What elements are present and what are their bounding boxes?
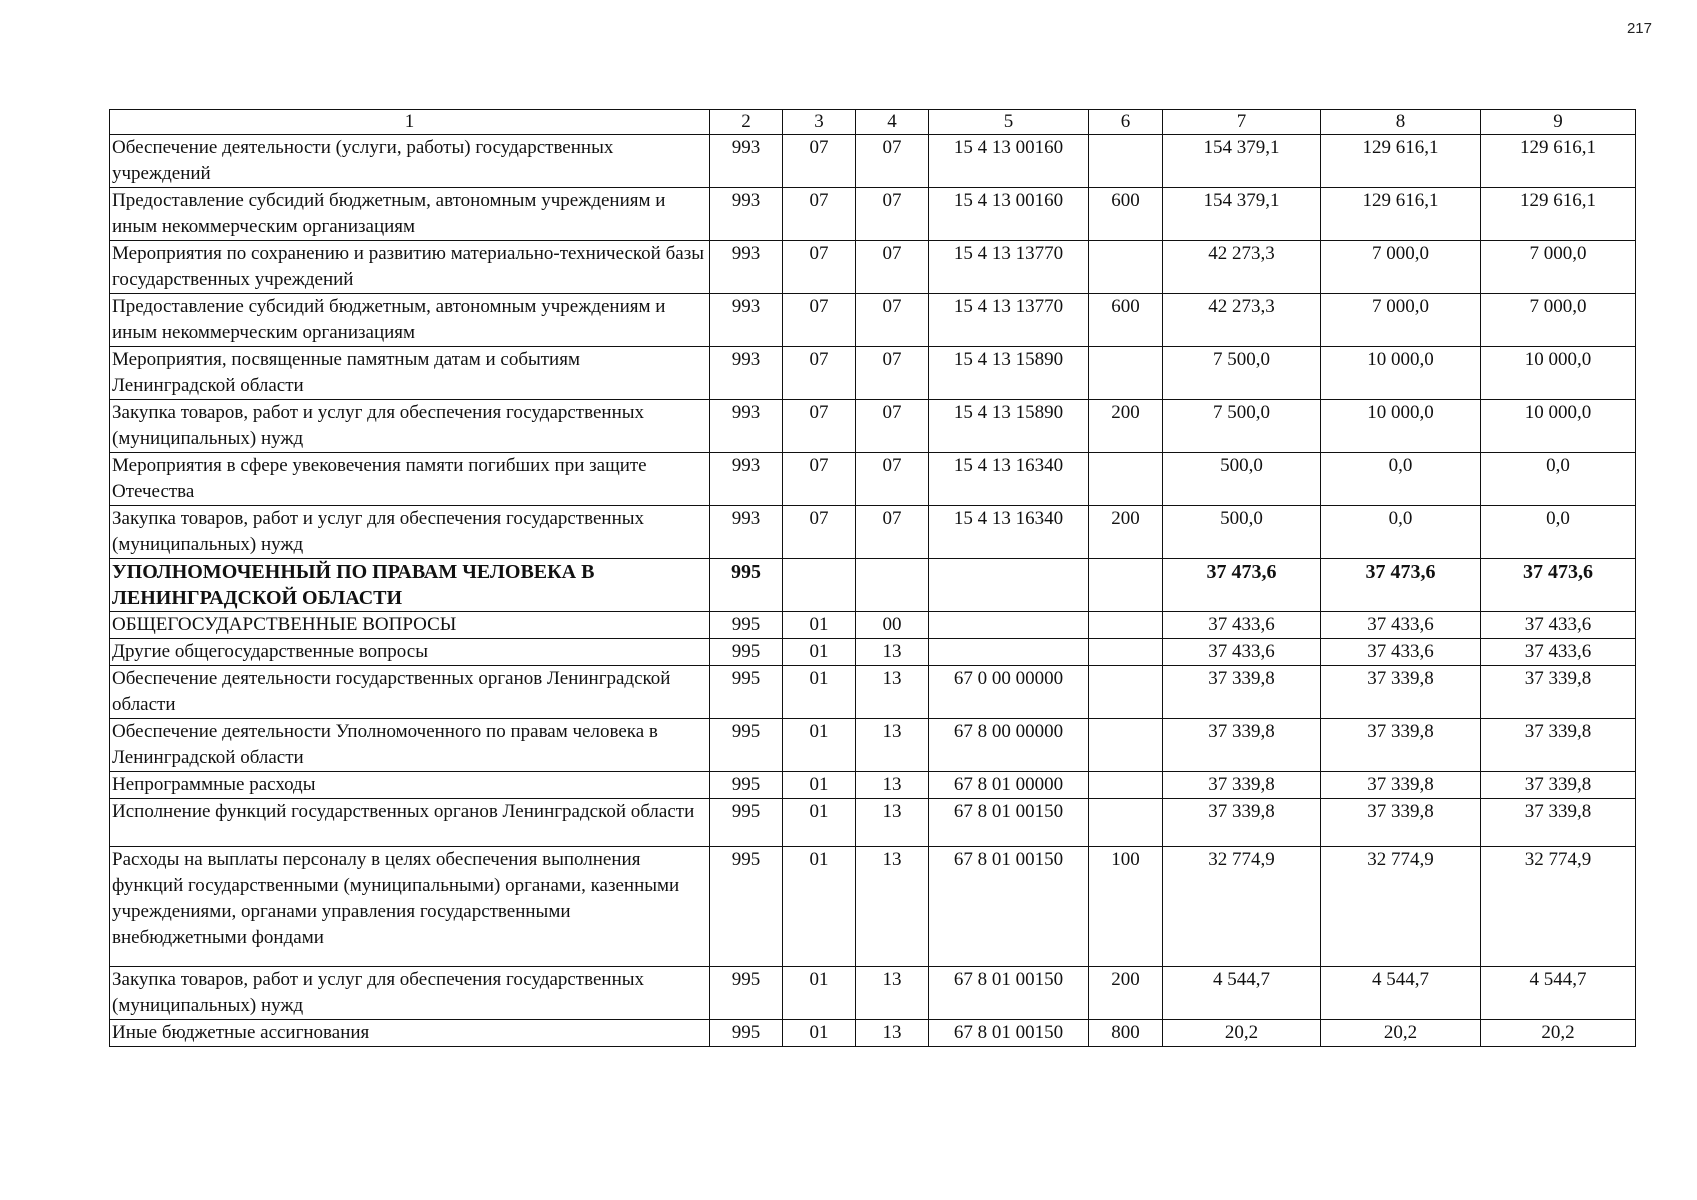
table-row <box>110 241 1636 294</box>
cell-admin-code: 995 <box>710 967 783 1020</box>
cell-admin-code: 995 <box>710 1020 783 1047</box>
table-row <box>110 453 1636 506</box>
cell-amount-year2: 37 433,6 <box>1321 639 1481 666</box>
cell-admin-code: 995 <box>710 639 783 666</box>
cell-expense-type <box>1089 135 1163 188</box>
table-row <box>110 135 1636 188</box>
cell-section: 01 <box>783 639 856 666</box>
table-row <box>110 294 1636 347</box>
cell-admin-code: 995 <box>710 666 783 719</box>
cell-admin-code: 993 <box>710 506 783 559</box>
cell-amount-year1: 37 473,6 <box>1163 559 1321 612</box>
cell-target-article: 67 8 01 00150 <box>929 1020 1089 1047</box>
table-row <box>110 967 1636 1020</box>
cell-target-article: 15 4 13 15890 <box>929 400 1089 453</box>
cell-amount-year1: 154 379,1 <box>1163 135 1321 188</box>
cell-amount-year1: 4 544,7 <box>1163 967 1321 1020</box>
cell-section: 07 <box>783 400 856 453</box>
cell-section: 07 <box>783 135 856 188</box>
cell-section: 01 <box>783 612 856 639</box>
cell-target-article <box>929 612 1089 639</box>
column-header-6: 6 <box>1089 110 1163 135</box>
cell-amount-year1: 500,0 <box>1163 453 1321 506</box>
cell-subsection: 07 <box>856 453 929 506</box>
cell-amount-year2: 7 000,0 <box>1321 294 1481 347</box>
cell-section <box>783 559 856 612</box>
cell-amount-year1: 154 379,1 <box>1163 188 1321 241</box>
cell-expense-type <box>1089 799 1163 847</box>
cell-description: Закупка товаров, работ и услуг для обеспечения государственных (муниципальных) нужд <box>110 506 710 559</box>
cell-section: 01 <box>783 967 856 1020</box>
cell-amount-year3: 0,0 <box>1481 453 1636 506</box>
cell-target-article: 15 4 13 15890 <box>929 347 1089 400</box>
cell-subsection: 13 <box>856 772 929 799</box>
cell-expense-type: 800 <box>1089 1020 1163 1047</box>
cell-description: Предоставление субсидий бюджетным, автономным учреждениям и иным некоммерческим организациям <box>110 188 710 241</box>
cell-amount-year1: 37 339,8 <box>1163 772 1321 799</box>
cell-description: Расходы на выплаты персоналу в целях обеспечения выполнения функций государственными (муниципальными) органами, казенными учреждениями, органами управления государственными внебюджетными фондами <box>110 847 710 967</box>
header-row <box>110 110 1636 135</box>
cell-section: 07 <box>783 453 856 506</box>
table-body <box>110 135 1636 1047</box>
cell-amount-year2: 0,0 <box>1321 453 1481 506</box>
cell-amount-year1: 42 273,3 <box>1163 294 1321 347</box>
cell-subsection: 13 <box>856 967 929 1020</box>
cell-expense-type <box>1089 666 1163 719</box>
cell-amount-year3: 129 616,1 <box>1481 188 1636 241</box>
cell-admin-code: 995 <box>710 612 783 639</box>
cell-admin-code: 995 <box>710 559 783 612</box>
cell-amount-year3: 32 774,9 <box>1481 847 1636 967</box>
cell-amount-year1: 42 273,3 <box>1163 241 1321 294</box>
column-header-3: 3 <box>783 110 856 135</box>
cell-subsection <box>856 559 929 612</box>
cell-amount-year2: 129 616,1 <box>1321 135 1481 188</box>
cell-amount-year2: 10 000,0 <box>1321 347 1481 400</box>
cell-expense-type: 600 <box>1089 294 1163 347</box>
cell-amount-year3: 37 339,8 <box>1481 666 1636 719</box>
cell-target-article: 15 4 13 16340 <box>929 453 1089 506</box>
cell-expense-type <box>1089 453 1163 506</box>
cell-amount-year3: 7 000,0 <box>1481 241 1636 294</box>
cell-amount-year2: 0,0 <box>1321 506 1481 559</box>
column-header-9: 9 <box>1481 110 1636 135</box>
cell-section: 07 <box>783 347 856 400</box>
cell-expense-type <box>1089 241 1163 294</box>
cell-amount-year1: 32 774,9 <box>1163 847 1321 967</box>
cell-amount-year1: 37 339,8 <box>1163 666 1321 719</box>
table-row <box>110 719 1636 772</box>
column-header-1: 1 <box>110 110 710 135</box>
column-header-4: 4 <box>856 110 929 135</box>
table-row <box>110 1020 1636 1047</box>
cell-description: Обеспечение деятельности Уполномоченного по правам человека в Ленинградской области <box>110 719 710 772</box>
table-row <box>110 400 1636 453</box>
cell-admin-code: 993 <box>710 400 783 453</box>
cell-description: Обеспечение деятельности государственных органов Ленинградской области <box>110 666 710 719</box>
cell-expense-type: 100 <box>1089 847 1163 967</box>
cell-description: Мероприятия в сфере увековечения памяти погибших при защите Отечества <box>110 453 710 506</box>
cell-description: Предоставление субсидий бюджетным, автономным учреждениям и иным некоммерческим организациям <box>110 294 710 347</box>
cell-section: 01 <box>783 847 856 967</box>
cell-subsection: 13 <box>856 1020 929 1047</box>
cell-subsection: 13 <box>856 719 929 772</box>
cell-amount-year3: 37 433,6 <box>1481 612 1636 639</box>
cell-admin-code: 995 <box>710 772 783 799</box>
cell-amount-year2: 32 774,9 <box>1321 847 1481 967</box>
cell-subsection: 07 <box>856 135 929 188</box>
cell-expense-type <box>1089 347 1163 400</box>
cell-amount-year3: 10 000,0 <box>1481 347 1636 400</box>
cell-subsection: 07 <box>856 241 929 294</box>
cell-target-article: 15 4 13 13770 <box>929 294 1089 347</box>
cell-section: 07 <box>783 506 856 559</box>
table-row <box>110 559 1636 612</box>
cell-section: 01 <box>783 799 856 847</box>
table-row <box>110 506 1636 559</box>
cell-target-article: 15 4 13 13770 <box>929 241 1089 294</box>
cell-subsection: 07 <box>856 400 929 453</box>
cell-amount-year2: 129 616,1 <box>1321 188 1481 241</box>
budget-table <box>109 109 1636 1047</box>
cell-amount-year1: 500,0 <box>1163 506 1321 559</box>
cell-amount-year2: 4 544,7 <box>1321 967 1481 1020</box>
cell-subsection: 13 <box>856 666 929 719</box>
cell-description: Мероприятия, посвященные памятным датам и событиям Ленинградской области <box>110 347 710 400</box>
column-header-2: 2 <box>710 110 783 135</box>
cell-target-article: 67 8 01 00150 <box>929 967 1089 1020</box>
cell-target-article: 15 4 13 00160 <box>929 135 1089 188</box>
cell-admin-code: 995 <box>710 719 783 772</box>
cell-admin-code: 993 <box>710 241 783 294</box>
cell-amount-year2: 20,2 <box>1321 1020 1481 1047</box>
cell-expense-type <box>1089 612 1163 639</box>
cell-target-article: 67 0 00 00000 <box>929 666 1089 719</box>
table-row <box>110 666 1636 719</box>
cell-amount-year3: 10 000,0 <box>1481 400 1636 453</box>
cell-section: 07 <box>783 188 856 241</box>
table-row <box>110 347 1636 400</box>
cell-amount-year3: 37 473,6 <box>1481 559 1636 612</box>
cell-amount-year1: 37 433,6 <box>1163 612 1321 639</box>
cell-amount-year3: 37 339,8 <box>1481 772 1636 799</box>
cell-target-article: 67 8 01 00000 <box>929 772 1089 799</box>
cell-admin-code: 993 <box>710 294 783 347</box>
cell-description: Обеспечение деятельности (услуги, работы) государственных учреждений <box>110 135 710 188</box>
cell-description: Непрограммные расходы <box>110 772 710 799</box>
cell-section: 01 <box>783 666 856 719</box>
cell-target-article: 15 4 13 16340 <box>929 506 1089 559</box>
cell-target-article <box>929 559 1089 612</box>
cell-expense-type: 200 <box>1089 506 1163 559</box>
table-row <box>110 847 1636 967</box>
cell-section: 01 <box>783 1020 856 1047</box>
table-row <box>110 799 1636 847</box>
cell-amount-year3: 4 544,7 <box>1481 967 1636 1020</box>
cell-expense-type <box>1089 559 1163 612</box>
cell-amount-year3: 0,0 <box>1481 506 1636 559</box>
cell-description: Мероприятия по сохранению и развитию материально-технической базы государственных учреждений <box>110 241 710 294</box>
cell-subsection: 13 <box>856 639 929 666</box>
column-header-8: 8 <box>1321 110 1481 135</box>
cell-subsection: 07 <box>856 347 929 400</box>
cell-admin-code: 995 <box>710 799 783 847</box>
cell-description: Закупка товаров, работ и услуг для обеспечения государственных (муниципальных) нужд <box>110 400 710 453</box>
table-row <box>110 772 1636 799</box>
cell-amount-year2: 37 339,8 <box>1321 719 1481 772</box>
cell-section: 07 <box>783 294 856 347</box>
cell-expense-type <box>1089 639 1163 666</box>
cell-amount-year2: 37 339,8 <box>1321 666 1481 719</box>
cell-admin-code: 995 <box>710 847 783 967</box>
cell-target-article <box>929 639 1089 666</box>
cell-admin-code: 993 <box>710 188 783 241</box>
cell-subsection: 07 <box>856 506 929 559</box>
cell-amount-year2: 37 339,8 <box>1321 772 1481 799</box>
cell-amount-year3: 129 616,1 <box>1481 135 1636 188</box>
cell-amount-year3: 37 339,8 <box>1481 799 1636 847</box>
cell-description: Иные бюджетные ассигнования <box>110 1020 710 1047</box>
cell-section: 01 <box>783 719 856 772</box>
cell-amount-year1: 37 339,8 <box>1163 799 1321 847</box>
cell-section: 07 <box>783 241 856 294</box>
table-row <box>110 612 1636 639</box>
cell-target-article: 67 8 00 00000 <box>929 719 1089 772</box>
cell-description: УПОЛНОМОЧЕННЫЙ ПО ПРАВАМ ЧЕЛОВЕКА В ЛЕНИНГРАДСКОЙ ОБЛАСТИ <box>110 559 710 612</box>
cell-amount-year2: 37 433,6 <box>1321 612 1481 639</box>
cell-expense-type <box>1089 719 1163 772</box>
cell-admin-code: 993 <box>710 135 783 188</box>
cell-expense-type: 600 <box>1089 188 1163 241</box>
cell-amount-year1: 37 339,8 <box>1163 719 1321 772</box>
cell-subsection: 07 <box>856 294 929 347</box>
cell-description: Закупка товаров, работ и услуг для обеспечения государственных (муниципальных) нужд <box>110 967 710 1020</box>
cell-admin-code: 993 <box>710 347 783 400</box>
cell-description: ОБЩЕГОСУДАРСТВЕННЫЕ ВОПРОСЫ <box>110 612 710 639</box>
table-row <box>110 639 1636 666</box>
cell-description: Другие общегосударственные вопросы <box>110 639 710 666</box>
cell-amount-year2: 7 000,0 <box>1321 241 1481 294</box>
cell-amount-year2: 37 473,6 <box>1321 559 1481 612</box>
cell-amount-year3: 7 000,0 <box>1481 294 1636 347</box>
cell-amount-year1: 7 500,0 <box>1163 400 1321 453</box>
table-row <box>110 188 1636 241</box>
cell-amount-year1: 20,2 <box>1163 1020 1321 1047</box>
cell-target-article: 15 4 13 00160 <box>929 188 1089 241</box>
cell-target-article: 67 8 01 00150 <box>929 847 1089 967</box>
cell-amount-year2: 37 339,8 <box>1321 799 1481 847</box>
cell-subsection: 13 <box>856 847 929 967</box>
cell-expense-type: 200 <box>1089 400 1163 453</box>
cell-amount-year1: 37 433,6 <box>1163 639 1321 666</box>
cell-admin-code: 993 <box>710 453 783 506</box>
page-number: 217 <box>1626 20 1652 37</box>
cell-amount-year3: 37 339,8 <box>1481 719 1636 772</box>
cell-amount-year3: 37 433,6 <box>1481 639 1636 666</box>
cell-subsection: 13 <box>856 799 929 847</box>
cell-expense-type <box>1089 772 1163 799</box>
cell-target-article: 67 8 01 00150 <box>929 799 1089 847</box>
cell-amount-year3: 20,2 <box>1481 1020 1636 1047</box>
cell-amount-year2: 10 000,0 <box>1321 400 1481 453</box>
column-header-5: 5 <box>929 110 1089 135</box>
cell-section: 01 <box>783 772 856 799</box>
cell-expense-type: 200 <box>1089 967 1163 1020</box>
cell-subsection: 00 <box>856 612 929 639</box>
cell-amount-year1: 7 500,0 <box>1163 347 1321 400</box>
column-header-7: 7 <box>1163 110 1321 135</box>
cell-subsection: 07 <box>856 188 929 241</box>
cell-description: Исполнение функций государственных органов Ленинградской области <box>110 799 710 847</box>
